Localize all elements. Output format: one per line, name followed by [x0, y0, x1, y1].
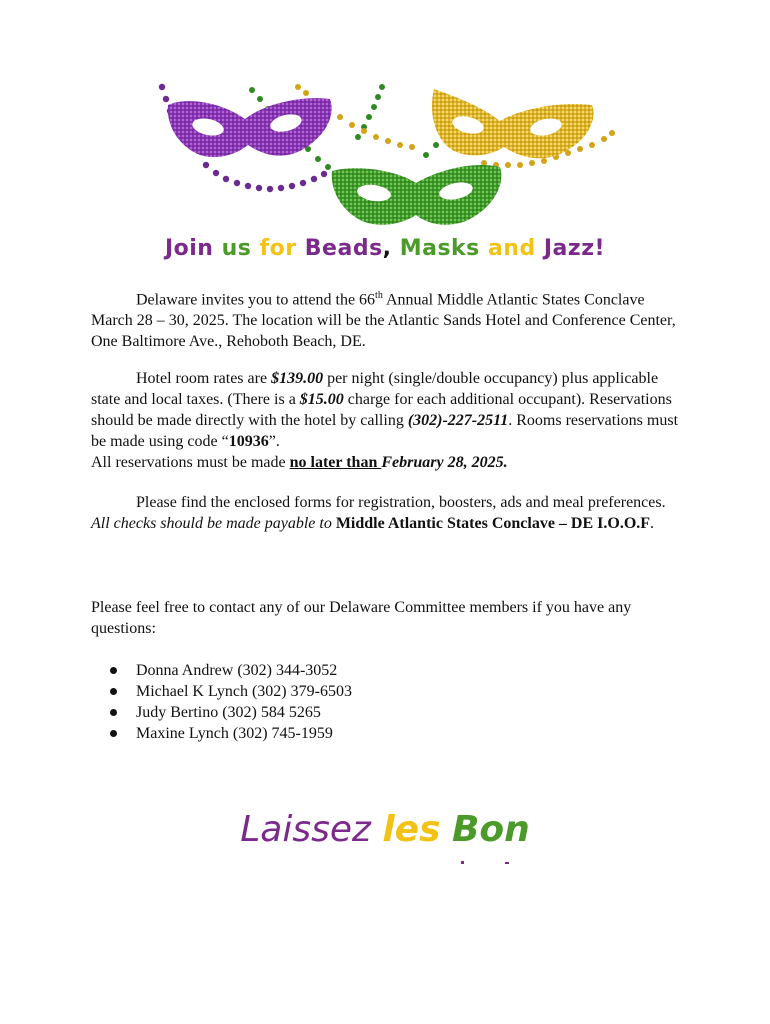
closing-word: les	[382, 809, 441, 850]
contact: Donna Andrew (302) 344-3052	[136, 662, 338, 679]
payee: Middle Atlantic States Conclave – DE I.O.O.F	[335, 515, 651, 532]
bullet-icon	[110, 709, 117, 716]
hotel-paragraph	[91, 368, 681, 473]
closing-word: Laissez	[240, 809, 371, 850]
contact: Judy Bertino (302) 584 5265	[136, 704, 321, 721]
deadline-date: February 28, 2025.	[381, 454, 508, 471]
bullet-icon	[110, 688, 117, 695]
contact: Michael K Lynch (302) 379-6503	[136, 683, 352, 700]
ordinal-suffix: th	[375, 290, 383, 301]
closing-phrase	[0, 808, 770, 852]
text: charge for each additional occupant). Reservations should be made directly with the hotel by calling	[91, 391, 672, 429]
list-item	[91, 723, 352, 744]
room-rate: $139.00	[271, 370, 324, 387]
text: Delaware invites you to attend the 66	[136, 291, 376, 309]
headline-word: Masks	[399, 236, 480, 261]
gold-mask-icon	[432, 89, 593, 158]
mardi-gras-masks-illustration	[150, 75, 620, 235]
bullet-icon	[110, 667, 117, 674]
text: All reservations must be made	[91, 454, 290, 471]
text: ”.	[268, 433, 280, 450]
hotel-phone: (302)-227-2511	[407, 412, 509, 429]
headline-word: Join	[164, 236, 214, 261]
text: .	[650, 515, 655, 532]
headline-word: and	[487, 236, 536, 261]
text: Hotel room rates are	[136, 370, 272, 387]
invitation-paragraph	[91, 285, 681, 352]
reservation-code: 10936	[228, 433, 269, 450]
clipped-text-fragment	[455, 860, 525, 866]
list-item	[91, 681, 352, 702]
headline-word: Jazz!	[543, 236, 606, 261]
text: Please find the enclosed forms for registration, boosters, ads and meal preferences.	[136, 494, 666, 511]
payable-note: All checks should be made payable to	[91, 515, 336, 532]
headline	[0, 236, 770, 261]
text: . Rooms reservations must be made using code “	[91, 412, 679, 450]
text: Annual Middle Atlantic States Conclave March 28 – 30, 2025. The location will be the Atlantic Sands Hotel and Conference Center, One Baltimore Ave., Rehoboth Beach, DE.	[91, 291, 676, 351]
contact-paragraph	[91, 597, 681, 639]
list-item	[91, 660, 352, 681]
headline-word: for	[259, 236, 297, 261]
bullet-icon	[110, 730, 117, 737]
committee-contacts-list	[91, 660, 352, 744]
contact: Maxine Lynch (302) 745-1959	[136, 725, 333, 742]
closing-word: Bon	[451, 809, 530, 850]
deadline-label: no later than	[289, 454, 382, 471]
additional-charge: $15.00	[299, 391, 344, 408]
green-mask-icon	[332, 165, 502, 225]
headline-comma: ,	[382, 236, 392, 261]
headline-word: Beads	[304, 236, 383, 261]
forms-paragraph	[91, 492, 681, 534]
text: Please feel free to contact any of our Delaware Committee members if you have any questions:	[91, 599, 632, 637]
headline-word: us	[221, 236, 252, 261]
list-item	[91, 702, 352, 723]
text: per night (single/double occupancy) plus applicable state and local taxes. (There is a	[91, 370, 659, 408]
